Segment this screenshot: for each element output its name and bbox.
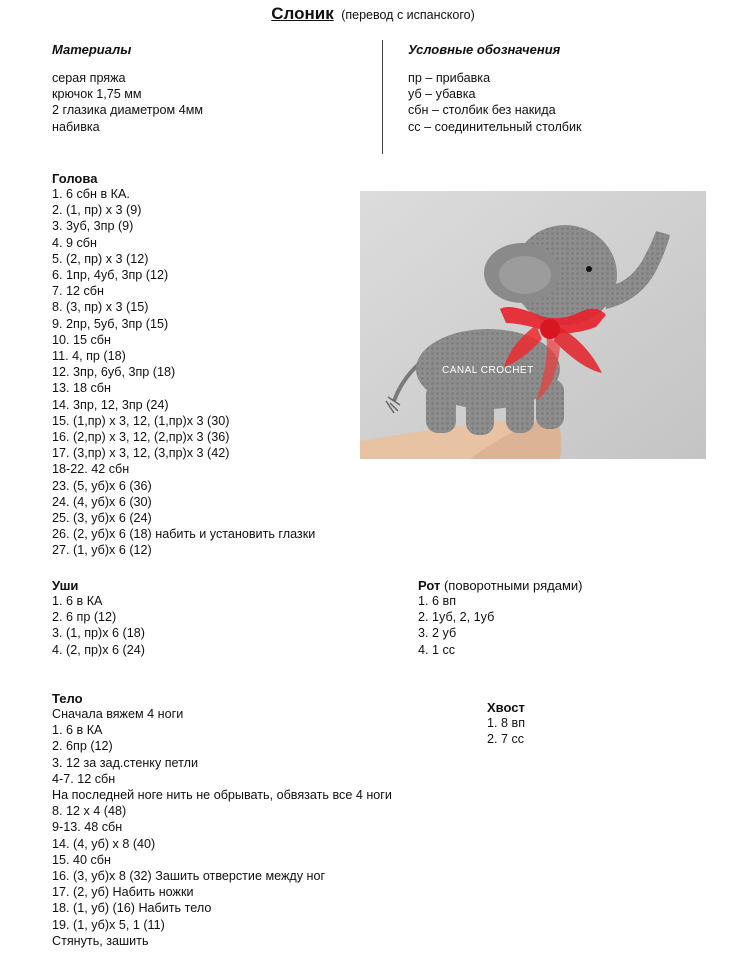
materials-item: серая пряжа: [52, 71, 126, 85]
legend-item: сбн – столбик без накида: [408, 103, 556, 118]
pattern-row: 18-22. 42 сбн: [52, 462, 130, 477]
materials-item: крючок 1,75 мм: [52, 87, 142, 102]
pattern-row: 11. 4, пр (18): [52, 349, 126, 364]
elephant-illustration: [360, 191, 706, 459]
ears-rows: [52, 593, 145, 658]
pattern-row: 16. (3, уб)х 8 (32) Зашить отверстие между ног: [52, 869, 326, 884]
pattern-row: 26. (2, уб)х 6 (18) набить и установить глазки: [52, 527, 316, 542]
pattern-row: 2. 7 сс: [487, 732, 525, 747]
pattern-row: 3. 2 уб: [418, 626, 457, 641]
pattern-row: 23. (5, уб)х 6 (36): [52, 478, 152, 493]
mouth-heading-row: [418, 578, 583, 593]
pattern-row: 4-7. 12 сбн: [52, 771, 116, 786]
legend-item: пр – прибавка: [408, 71, 491, 85]
body-section: [52, 691, 392, 949]
pattern-row: 8. (3, пр) х 3 (15): [52, 300, 149, 315]
pattern-row: 15. (1,пр) х 3, 12, (1,пр)х 3 (30): [52, 413, 230, 428]
pattern-row: 4. 1 сс: [418, 642, 456, 657]
legend-heading: Условные обозначения: [408, 42, 561, 57]
legend-section: [408, 42, 582, 135]
page-title-row: [0, 4, 746, 24]
tail-heading: Хвост: [487, 700, 525, 715]
page-title: Слоник: [271, 4, 334, 23]
head-section: [52, 171, 315, 559]
pattern-row: На последней ноге нить не обрывать, обвязать все 4 ноги: [52, 788, 392, 803]
pattern-row: 18. (1, уб) (16) Набить тело: [52, 901, 212, 916]
elephant-photo: [360, 191, 706, 459]
pattern-row: Стянуть, зашить: [52, 933, 149, 948]
legend-item: уб – убавка: [408, 87, 476, 102]
ears-heading: Уши: [52, 578, 79, 593]
materials-item: 2 глазика диаметром 4мм: [52, 103, 204, 118]
mouth-rows: [418, 593, 583, 658]
pattern-row: 3. (1, пр)х 6 (18): [52, 626, 145, 641]
pattern-row: 25. (3, уб)х 6 (24): [52, 511, 152, 526]
pattern-row: 2. 6 пр (12): [52, 610, 117, 625]
column-divider: [382, 40, 383, 154]
pattern-row: 17. (2, уб) Набить ножки: [52, 885, 194, 900]
materials-item: набивка: [52, 119, 100, 134]
pattern-row: 1. 8 вп: [487, 716, 526, 730]
materials-section: [52, 42, 203, 135]
pattern-row: 6. 1пр, 4уб, 3пр (12): [52, 268, 169, 283]
pattern-row: 16. (2,пр) х 3, 12, (2,пр)х 3 (36): [52, 430, 230, 445]
ears-section: [52, 578, 145, 658]
tail-rows: [487, 715, 525, 747]
pattern-row: 8. 12 х 4 (48): [52, 804, 127, 819]
pattern-row: 14. 3пр, 12, 3пр (24): [52, 397, 169, 412]
pattern-row: 17. (3,пр) х 3, 12, (3,пр)х 3 (42): [52, 446, 230, 461]
materials-list: [52, 70, 203, 135]
photo-watermark: CANAL CROCHET: [442, 365, 534, 376]
pattern-row: 5. (2, пр) х 3 (12): [52, 251, 149, 266]
pattern-row: 10. 15 сбн: [52, 332, 111, 347]
pattern-row: 1. 6 сбн в КА.: [52, 187, 130, 201]
mouth-section: [418, 578, 583, 658]
body-rows: [52, 706, 392, 949]
legend-list: [408, 70, 582, 135]
pattern-row: 9-13. 48 сбн: [52, 820, 123, 835]
pattern-row: 27. (1, уб)х 6 (12): [52, 543, 152, 558]
pattern-row: 15. 40 сбн: [52, 852, 111, 867]
pattern-row: 2. (1, пр) х 3 (9): [52, 203, 142, 218]
pattern-row: 4. (2, пр)х 6 (24): [52, 642, 145, 657]
page-subtitle: (перевод с испанского): [341, 8, 475, 22]
pattern-row: 13. 18 сбн: [52, 381, 111, 396]
pattern-row: 2. 6пр (12): [52, 739, 113, 754]
legend-item: сс – соединительный столбик: [408, 119, 582, 134]
pattern-row: Сначала вяжем 4 ноги: [52, 707, 184, 721]
body-heading: Тело: [52, 691, 83, 706]
pattern-row: 1. 6 в КА: [52, 594, 103, 608]
pattern-row: 3. 12 за зад.стенку петли: [52, 755, 199, 770]
head-heading: Голова: [52, 171, 98, 186]
pattern-row: 24. (4, уб)х 6 (30): [52, 494, 152, 509]
pattern-row: 1. 6 в КА: [52, 723, 103, 738]
pattern-row: 4. 9 сбн: [52, 235, 97, 250]
head-rows: [52, 186, 315, 559]
pattern-row: 12. 3пр, 6уб, 3пр (18): [52, 365, 176, 380]
materials-heading: Материалы: [52, 42, 132, 57]
pattern-row: 19. (1, уб)х 5, 1 (11): [52, 917, 165, 932]
pattern-row: 3. 3уб, 3пр (9): [52, 219, 134, 234]
pattern-row: 1. 6 вп: [418, 594, 457, 608]
pattern-row: 14. (4, уб) х 8 (40): [52, 836, 156, 851]
mouth-heading: Рот: [418, 578, 441, 593]
pattern-row: 7. 12 сбн: [52, 284, 104, 299]
mouth-note: (поворотными рядами): [443, 578, 583, 593]
pattern-row: 2. 1уб, 2, 1уб: [418, 610, 495, 625]
pattern-row: 9. 2пр, 5уб, 3пр (15): [52, 316, 169, 331]
tail-section: [487, 700, 525, 747]
